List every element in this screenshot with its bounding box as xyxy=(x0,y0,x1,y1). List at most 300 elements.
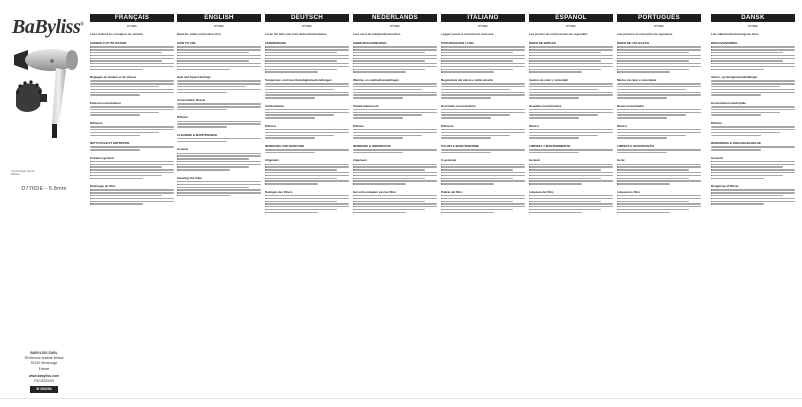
text-line xyxy=(177,153,261,154)
text-line xyxy=(441,183,494,184)
text-line xyxy=(529,175,613,176)
text-line xyxy=(441,109,525,110)
language-column-2 xyxy=(265,14,349,214)
text-line xyxy=(529,46,613,47)
section-title: Algemeen xyxy=(353,158,367,163)
text-line xyxy=(353,152,403,153)
text-line xyxy=(177,166,249,167)
text-line xyxy=(90,135,140,136)
text-line xyxy=(265,166,349,167)
text-line xyxy=(353,198,437,199)
text-line xyxy=(441,86,525,87)
text-line xyxy=(711,92,795,93)
instruction-section xyxy=(265,78,349,99)
language-column-7 xyxy=(711,14,795,206)
section-title: Entretien général xyxy=(90,155,114,160)
text-line xyxy=(90,166,162,167)
text-line xyxy=(90,175,162,176)
instruction-section xyxy=(90,41,174,70)
instruction-section xyxy=(441,104,525,119)
text-line xyxy=(617,66,701,67)
section-title: Diffuser xyxy=(353,123,364,128)
instruction-section xyxy=(711,156,795,179)
text-line xyxy=(90,69,143,70)
text-line xyxy=(441,97,491,98)
instruction-section xyxy=(177,75,261,93)
text-line xyxy=(353,52,425,53)
section-title: Varme- og hastighedsindstillinger xyxy=(711,75,758,80)
section-title: Bocal concentrador xyxy=(617,103,645,108)
text-line xyxy=(711,55,795,56)
instruction-section xyxy=(177,176,261,197)
text-line xyxy=(617,201,689,202)
text-line xyxy=(353,71,406,72)
text-line xyxy=(711,195,783,196)
section-title: NETTOYAGE ET ENTRETIEN xyxy=(90,140,130,145)
text-line xyxy=(711,132,780,133)
text-line xyxy=(90,49,174,50)
text-line xyxy=(441,137,491,138)
text-line xyxy=(529,92,613,93)
text-line xyxy=(177,55,261,56)
text-line xyxy=(265,109,349,110)
text-line xyxy=(529,135,598,136)
text-line xyxy=(441,132,525,133)
text-line xyxy=(90,189,174,190)
instruction-section xyxy=(265,190,349,213)
text-line xyxy=(353,178,425,179)
text-line xyxy=(90,89,174,90)
language-column-5 xyxy=(529,14,613,214)
text-line xyxy=(177,169,230,170)
text-line xyxy=(529,60,601,61)
text-line xyxy=(711,89,795,90)
text-line xyxy=(353,83,437,84)
text-line xyxy=(617,63,701,64)
text-line xyxy=(441,49,525,50)
text-line xyxy=(617,195,701,196)
text-line xyxy=(711,63,795,64)
text-line xyxy=(441,166,525,167)
text-line xyxy=(711,46,795,47)
text-line xyxy=(711,58,795,59)
text-line xyxy=(529,178,601,179)
text-line xyxy=(90,106,174,107)
language-header: ENGLISH xyxy=(177,14,261,22)
instruction-section xyxy=(529,78,613,99)
text-line xyxy=(177,80,261,81)
text-line xyxy=(529,152,579,153)
instruction-section xyxy=(353,104,437,119)
instruction-section xyxy=(617,124,701,139)
text-line xyxy=(711,172,795,173)
text-line xyxy=(353,195,437,196)
text-line xyxy=(441,195,525,196)
text-line xyxy=(90,132,159,133)
text-line xyxy=(711,106,795,107)
text-line xyxy=(353,175,437,176)
instruction-section xyxy=(177,133,261,143)
text-line xyxy=(177,52,249,53)
text-line xyxy=(265,114,334,115)
text-line xyxy=(177,58,261,59)
text-line xyxy=(529,166,613,167)
text-line xyxy=(353,203,437,204)
text-line xyxy=(177,69,230,70)
text-line xyxy=(441,201,513,202)
text-line xyxy=(711,164,795,165)
manufacturer-address: BABYLISS SARL 99 Avenue Aristide Briand 92120 Montrouge France www.babyliss.com F3C/2020/09 III 200294 xyxy=(0,351,88,393)
text-line xyxy=(353,92,437,93)
text-line xyxy=(353,169,425,170)
text-line xyxy=(90,94,140,95)
safety-intro: Lees eerst de veiligheidsinstructies. xyxy=(353,32,402,36)
instruction-section xyxy=(617,158,701,184)
language-column-0 xyxy=(90,14,174,206)
text-line xyxy=(177,138,261,139)
text-line xyxy=(529,86,613,87)
text-line xyxy=(441,55,525,56)
text-line xyxy=(90,178,143,179)
text-line xyxy=(177,164,261,165)
text-line xyxy=(441,114,510,115)
text-line xyxy=(353,60,425,61)
text-line xyxy=(529,172,613,173)
text-line xyxy=(529,209,601,210)
text-line xyxy=(90,86,159,87)
text-line xyxy=(617,183,670,184)
instruction-section xyxy=(711,101,795,116)
text-line xyxy=(617,112,701,113)
section-title: REINIGING & ONDERHOUD xyxy=(353,143,391,148)
model-code: D776DE xyxy=(302,25,312,28)
text-line xyxy=(617,175,701,176)
text-line xyxy=(90,80,174,81)
section-title: Limpeza do filtro xyxy=(617,189,641,194)
text-line xyxy=(617,166,701,167)
text-line xyxy=(265,195,349,196)
language-column-4 xyxy=(441,14,525,214)
text-line xyxy=(353,89,422,90)
text-line xyxy=(617,212,670,213)
section-title: Generelt xyxy=(711,155,723,160)
text-line xyxy=(90,201,174,202)
text-line xyxy=(529,180,613,181)
section-title: Bocchetta concentratrice xyxy=(441,103,476,108)
text-line xyxy=(90,146,174,147)
section-title: RENGØRING & VEDLIGEHOLDELSE xyxy=(711,140,761,145)
text-line xyxy=(353,129,437,130)
text-line xyxy=(441,206,525,207)
text-line xyxy=(711,146,795,147)
text-line xyxy=(617,149,701,150)
text-line xyxy=(711,198,795,199)
text-line xyxy=(177,106,261,107)
instruction-section xyxy=(353,78,437,99)
text-line xyxy=(529,69,601,70)
text-line xyxy=(353,206,437,207)
text-line xyxy=(711,66,795,67)
text-line xyxy=(353,58,437,59)
text-line xyxy=(177,63,261,64)
instruction-section xyxy=(529,124,613,139)
text-line xyxy=(265,83,349,84)
text-line xyxy=(441,172,525,173)
text-line xyxy=(711,166,783,167)
text-line xyxy=(617,69,689,70)
safety-intro: Leggere prima le istruzioni di sicurezza. xyxy=(441,32,495,36)
text-line xyxy=(711,201,795,202)
text-line xyxy=(265,212,318,213)
text-line xyxy=(617,114,686,115)
text-line xyxy=(711,109,795,110)
text-line xyxy=(353,183,406,184)
instruction-section xyxy=(711,184,795,205)
text-line xyxy=(529,49,613,50)
model-code: D776DE xyxy=(566,25,576,28)
text-line xyxy=(617,55,701,56)
text-line xyxy=(711,83,795,84)
text-line xyxy=(617,60,689,61)
text-line xyxy=(441,178,513,179)
text-line xyxy=(353,180,437,181)
text-line xyxy=(617,206,701,207)
text-line xyxy=(353,149,437,150)
section-title: Difusor xyxy=(617,123,628,128)
text-line xyxy=(711,178,764,179)
text-line xyxy=(265,164,349,165)
instruction-section xyxy=(353,41,437,73)
text-line xyxy=(529,112,613,113)
text-line xyxy=(90,55,174,56)
text-line xyxy=(441,152,491,153)
text-line xyxy=(529,71,582,72)
section-title: Geral xyxy=(617,158,625,163)
text-line xyxy=(353,97,403,98)
text-line xyxy=(353,46,437,47)
text-line xyxy=(353,209,425,210)
text-line xyxy=(711,49,795,50)
language-header: FRANÇAIS xyxy=(90,14,174,22)
safety-intro: Lesen Sie bitte zuerst die Sicherheitshinweise. xyxy=(265,32,328,36)
text-line xyxy=(617,83,701,84)
instruction-section xyxy=(265,158,349,184)
section-title: Diffusore xyxy=(441,123,454,128)
text-line xyxy=(617,164,701,165)
section-title: PULIZIA E MANUTENZIONE xyxy=(441,143,479,148)
section-title: General xyxy=(529,158,540,163)
text-line xyxy=(177,86,246,87)
language-column-3 xyxy=(353,14,437,214)
instruction-section xyxy=(265,144,349,154)
text-line xyxy=(265,129,349,130)
text-line xyxy=(265,152,315,153)
instruction-section xyxy=(529,190,613,213)
text-line xyxy=(617,86,701,87)
text-line xyxy=(90,203,143,204)
instruction-section xyxy=(617,144,701,154)
instruction-section xyxy=(441,41,525,73)
text-line xyxy=(441,149,525,150)
text-line xyxy=(617,135,686,136)
text-line xyxy=(711,94,761,95)
text-line xyxy=(353,137,403,138)
text-line xyxy=(617,92,701,93)
instruction-section xyxy=(711,41,795,70)
text-line xyxy=(617,94,701,95)
text-line xyxy=(617,71,670,72)
instruction-section xyxy=(177,147,261,170)
text-line xyxy=(177,49,261,50)
text-line xyxy=(265,117,315,118)
text-line xyxy=(177,192,261,193)
text-line xyxy=(617,180,701,181)
text-line xyxy=(617,198,701,199)
text-line xyxy=(353,117,403,118)
text-line xyxy=(353,201,425,202)
section-title: Koncentratormundstykke xyxy=(711,100,747,105)
text-line xyxy=(353,212,406,213)
text-line xyxy=(265,89,334,90)
text-line xyxy=(265,169,337,170)
instruction-section xyxy=(90,75,174,96)
instruction-section xyxy=(441,190,525,213)
text-line xyxy=(265,112,349,113)
instruction-section xyxy=(529,104,613,119)
text-line xyxy=(711,80,795,81)
text-line xyxy=(617,203,701,204)
instruction-section xyxy=(90,141,174,151)
text-line xyxy=(711,189,795,190)
text-line xyxy=(265,149,349,150)
text-line xyxy=(711,175,783,176)
section-title: Allgemein xyxy=(265,158,279,163)
text-line xyxy=(265,180,349,181)
section-title: Diffuseur xyxy=(90,120,103,125)
text-line xyxy=(90,92,174,93)
text-line xyxy=(529,203,613,204)
text-line xyxy=(177,89,261,90)
text-line xyxy=(617,52,689,53)
text-line xyxy=(441,180,525,181)
text-line xyxy=(529,198,613,199)
text-line xyxy=(529,109,613,110)
text-line xyxy=(441,58,525,59)
text-line xyxy=(265,55,349,56)
text-line xyxy=(90,169,174,170)
text-line xyxy=(617,117,667,118)
text-line xyxy=(441,164,525,165)
text-line xyxy=(529,201,601,202)
section-title: Ajustes de calor y velocidad xyxy=(529,77,568,82)
text-line xyxy=(529,169,601,170)
text-line xyxy=(529,132,613,133)
text-line xyxy=(353,172,437,173)
language-header: ESPAÑOL xyxy=(529,14,613,22)
instruction-section xyxy=(529,144,613,154)
text-line xyxy=(441,69,513,70)
text-line xyxy=(177,109,227,110)
text-line xyxy=(441,175,525,176)
instruction-section xyxy=(529,158,613,184)
instruction-section xyxy=(90,156,174,179)
text-line xyxy=(441,71,494,72)
text-line xyxy=(177,161,261,162)
instruction-section xyxy=(617,41,701,73)
instruction-section xyxy=(353,124,437,139)
text-line xyxy=(441,89,510,90)
text-line xyxy=(177,123,261,124)
model-code: D776DE xyxy=(478,25,488,28)
text-line xyxy=(90,109,174,110)
text-line xyxy=(265,66,349,67)
text-line xyxy=(90,172,174,173)
text-line xyxy=(177,141,227,142)
instruction-section xyxy=(265,104,349,119)
text-line xyxy=(90,149,140,150)
text-line xyxy=(177,103,261,104)
text-line xyxy=(441,169,513,170)
text-line xyxy=(711,60,783,61)
text-line xyxy=(617,169,689,170)
section-title: Diffusor xyxy=(265,123,277,128)
instruction-section xyxy=(177,115,261,127)
section-title: MODO DE EMPLEO xyxy=(529,41,556,45)
hair-dryer-illustration xyxy=(6,40,86,145)
text-line xyxy=(90,129,174,130)
text-line xyxy=(529,63,613,64)
section-title: Diffuser xyxy=(177,115,188,120)
section-title: Warmte- en snelheidsinstellingen xyxy=(353,77,399,82)
text-line xyxy=(177,187,249,188)
text-line xyxy=(265,94,349,95)
text-line xyxy=(441,112,525,113)
text-line xyxy=(265,178,337,179)
text-line xyxy=(177,184,261,185)
text-line xyxy=(265,201,337,202)
text-line xyxy=(529,137,579,138)
section-title: BRUGSANVISNING xyxy=(711,41,738,45)
text-line xyxy=(177,158,249,159)
text-line xyxy=(265,132,349,133)
text-line xyxy=(265,49,349,50)
section-title: MODO DE UTILIZAÇÃO xyxy=(617,41,650,45)
text-line xyxy=(529,58,613,59)
text-line xyxy=(441,83,525,84)
instruction-section xyxy=(441,158,525,184)
text-line xyxy=(265,63,349,64)
text-line xyxy=(265,137,315,138)
text-line xyxy=(265,203,349,204)
accessory-caption: Concentrator Nozzle Diffuser xyxy=(11,170,35,177)
page-edge xyxy=(0,398,802,399)
model-code: D776DE xyxy=(748,25,758,28)
language-header: NEDERLANDS xyxy=(353,14,437,22)
text-line xyxy=(177,60,249,61)
text-line xyxy=(617,58,701,59)
model-code: D776DE xyxy=(390,25,400,28)
text-line xyxy=(177,155,261,156)
instruction-section xyxy=(353,190,437,213)
section-title: Heat and Speed Settings xyxy=(177,75,211,80)
text-line xyxy=(617,46,701,47)
text-line xyxy=(617,172,701,173)
text-line xyxy=(529,117,579,118)
instruction-section xyxy=(353,158,437,184)
text-line xyxy=(90,126,174,127)
text-line xyxy=(265,135,334,136)
text-line xyxy=(711,161,795,162)
